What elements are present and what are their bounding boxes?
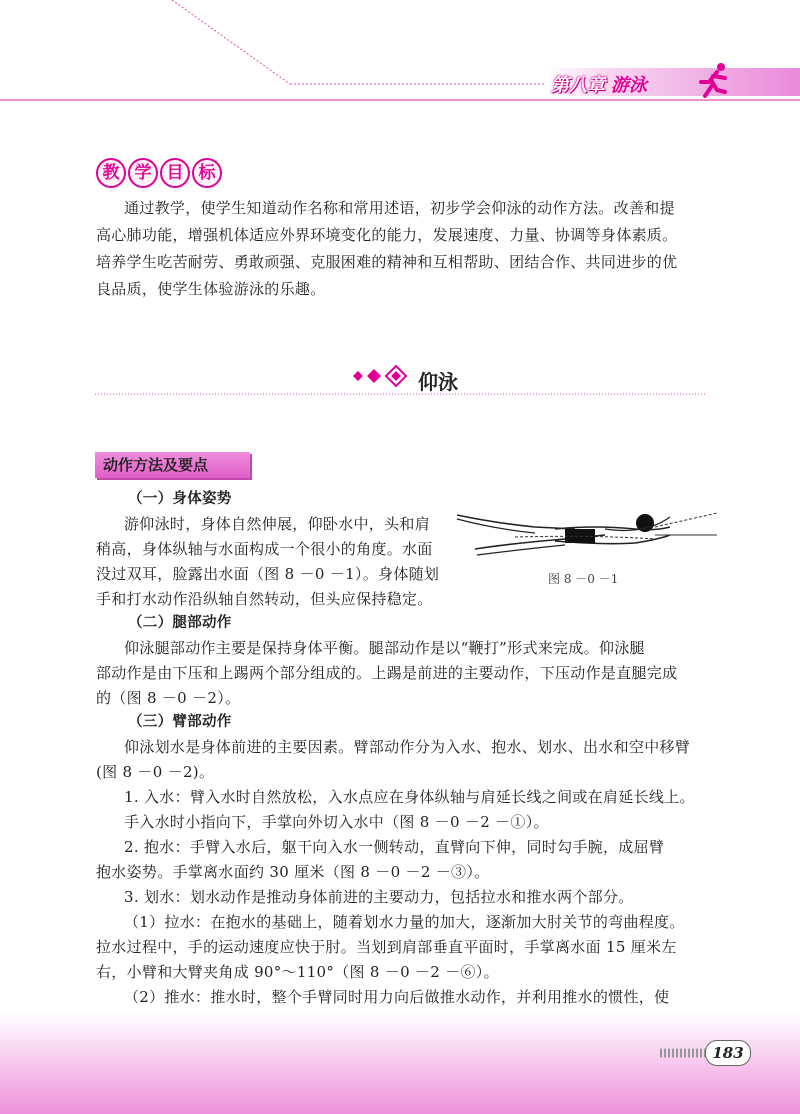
subsection-arm-action: （三）臂部动作 (128, 714, 232, 730)
chapter-name: 游泳 (611, 75, 647, 96)
method-banner: 动作方法及要点 (95, 452, 250, 478)
page-number: 183 (705, 1040, 751, 1066)
footer-stripes (660, 1042, 710, 1064)
subsection-body-posture: （一）身体姿势 (128, 491, 232, 507)
section-title-decoration (95, 360, 705, 400)
backstroke-figure (455, 505, 720, 565)
section-title: 仰泳 (418, 370, 458, 394)
goals-title: 教 学 目 标 (96, 158, 222, 188)
chapter-header (545, 68, 800, 96)
runner-icon (695, 60, 735, 100)
figure-caption: 图 8 －0 －1 (548, 572, 619, 586)
chapter-number: 第八章 (551, 75, 605, 96)
subsection-leg-action: （二）腿部动作 (128, 615, 232, 631)
